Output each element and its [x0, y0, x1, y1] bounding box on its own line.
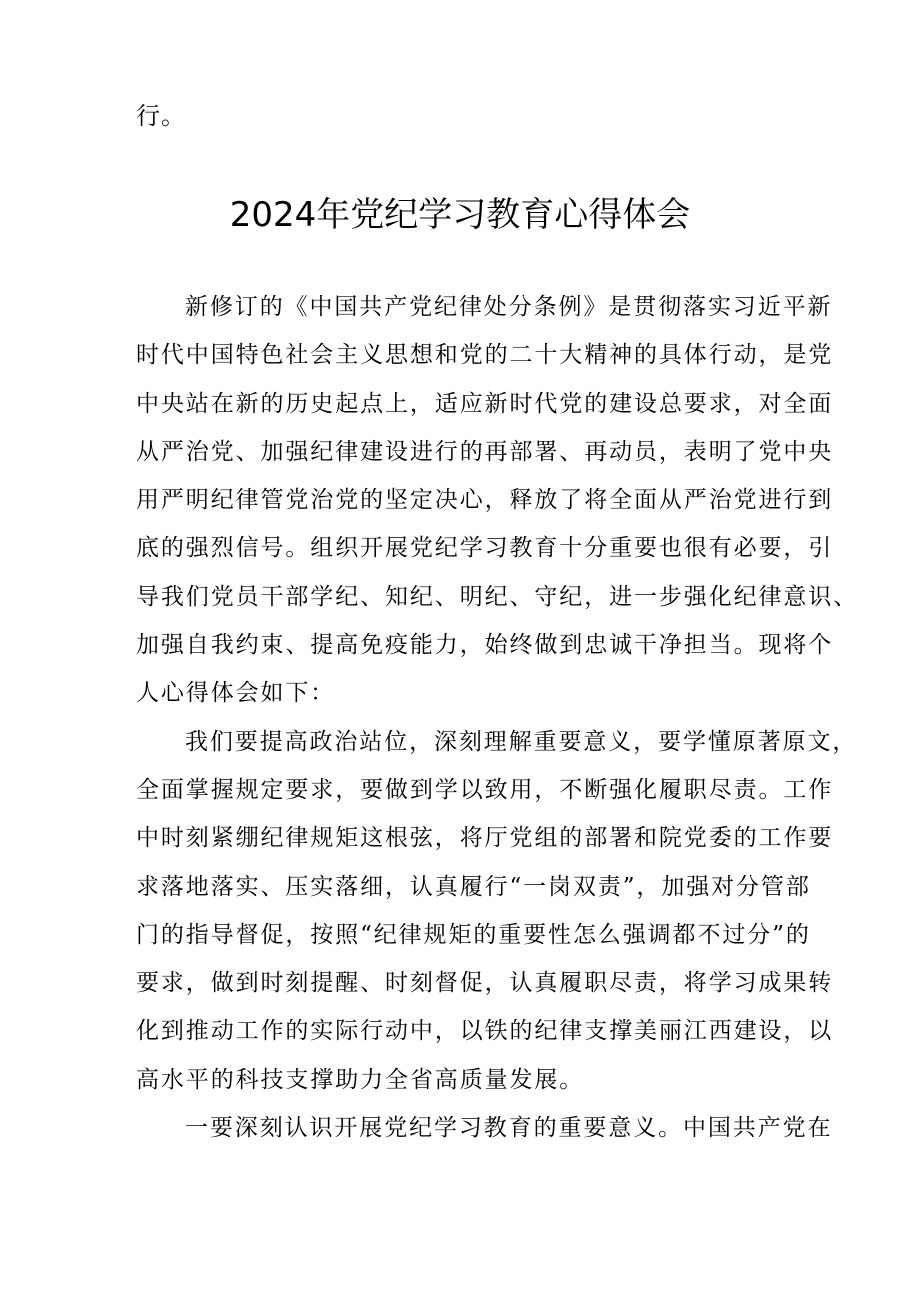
paragraph-1 [136, 283, 859, 718]
text-line: 用严明纪律管党治党的坚定决心，释放了将全面从严治党进行到 [136, 487, 834, 514]
text-line: 全面掌握规定要求，要做到学以致用，不断强化履职尽责。工作 [136, 776, 834, 803]
document-title: 2024年党纪学习教育心得体会 [229, 195, 691, 235]
document-body [136, 283, 859, 1152]
paragraph-2 [136, 718, 858, 1104]
text-line: 导我们党员干部学纪、知纪、明纪、守纪，进一步强化纪律意识、 [136, 583, 859, 610]
text-line: 中时刻紧绷纪律规矩这根弦，将厅党组的部署和院党委的工作要 [136, 825, 834, 852]
carry-over-text: 行。 [136, 102, 186, 130]
text-line: 从严治党、加强纪律建设进行的再部署、再动员，表明了党中央 [136, 438, 834, 465]
text-line: 底的强烈信号。组织开展党纪学习教育十分重要也很有必要，引 [136, 535, 834, 562]
text-line: 人心得体会如下： [136, 680, 336, 707]
text-line: 时代中国特色社会主义思想和党的二十大精神的具体行动，是党 [136, 342, 834, 369]
text-line: 高水平的科技支撑助力全省高质量发展。 [136, 1066, 585, 1093]
paragraph-3 [136, 1104, 833, 1152]
text-line: 化到推动工作的实际行动中，以铁的纪律支撑美丽江西建设，以 [136, 1018, 834, 1045]
text-line: 求落地落实、压实落细，认真履行“一岗双责”，加强对分管部 [136, 873, 811, 900]
text-line: 要求，做到时刻提醒、时刻督促，认真履职尽责，将学习成果转 [136, 970, 834, 997]
text-line: 加强自我约束、提高免疫能力，始终做到忠诚干净担当。现将个 [136, 632, 834, 659]
text-line: 中央站在新的历史起点上，适应新时代党的建设总要求，对全面 [136, 390, 834, 417]
text-line: 一要深刻认识开展党纪学习教育的重要意义。中国共产党在 [185, 1115, 833, 1142]
text-line: 门的指导督促，按照“纪律规矩的重要性怎么强调都不过分”的 [136, 921, 811, 948]
text-line: 新修订的《中国共产党纪律处分条例》是贯彻落实习近平新 [185, 294, 833, 320]
text-line: 我们要提高政治站位，深刻理解重要意义，要学懂原著原文， [185, 728, 858, 755]
